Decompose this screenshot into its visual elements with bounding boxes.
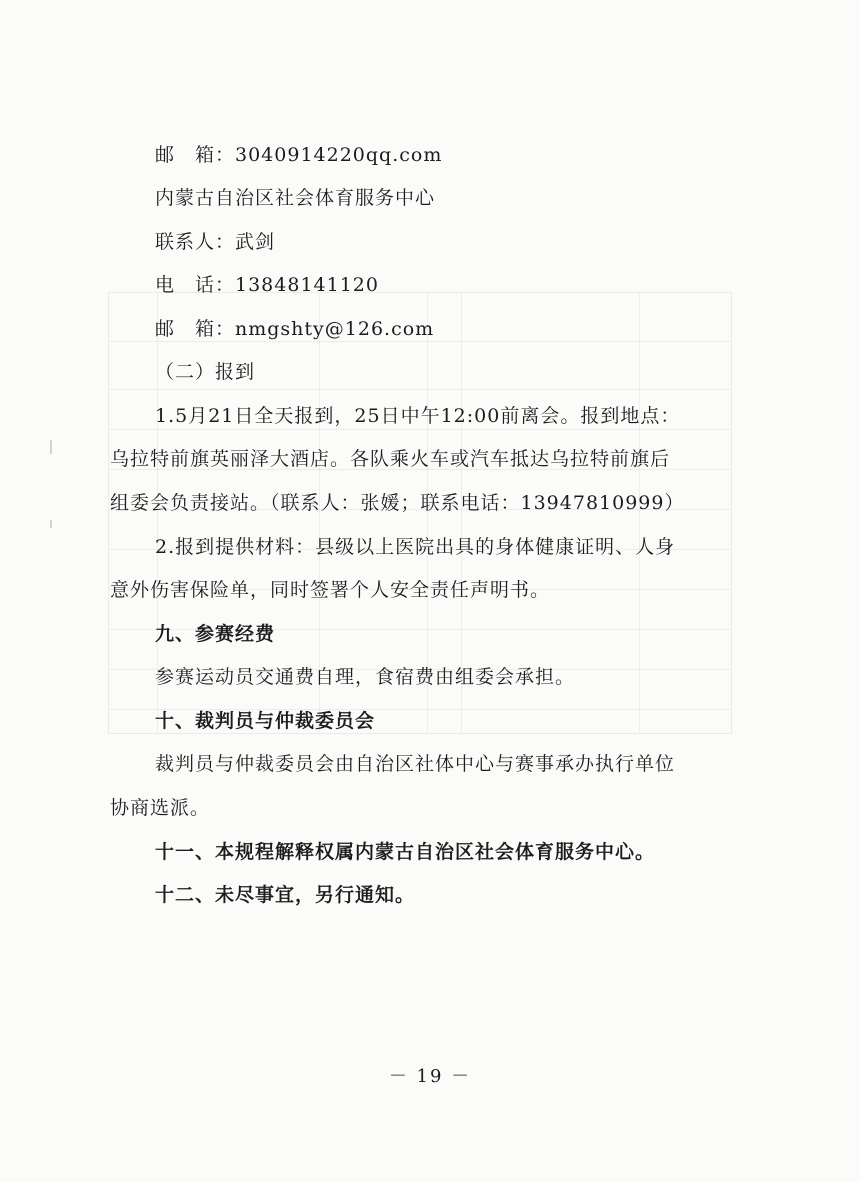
registration-subheading: （二）报到 (155, 361, 256, 383)
email-line-1: 邮 箱：3040914220qq.com (155, 144, 443, 166)
section-heading-fees: 九、参赛经费 (155, 623, 276, 645)
registration-paragraph-1: 1.5月21日全天报到，25日中午12:00前离会。报到地点： (155, 405, 681, 427)
registration-paragraph-3: 组委会负责接站。（联系人：张媛；联系电话：13947810999） (110, 492, 685, 514)
email-line-2: 邮 箱：nmgshty@126.com (155, 318, 435, 340)
fees-paragraph: 参赛运动员交通费自理，食宿费由组委会承担。 (155, 666, 576, 688)
section-heading-referees: 十、裁判员与仲裁委员会 (155, 710, 376, 732)
registration-paragraph-2: 乌拉特前旗英丽泽大酒店。各队乘火车或汽车抵达乌拉特前旗后 (110, 448, 671, 470)
scan-mark (50, 440, 52, 454)
organization-line: 内蒙古自治区社会体育服务中心 (155, 187, 436, 209)
contact-person-line: 联系人：武剑 (155, 231, 276, 253)
scan-mark (50, 520, 52, 528)
section-heading-other-matters: 十二、未尽事宜，另行通知。 (155, 884, 416, 906)
section-heading-interpretation: 十一、本规程解释权属内蒙古自治区社会体育服务中心。 (155, 841, 656, 863)
materials-paragraph-2: 意外伤害保险单，同时签署个人安全责任声明书。 (110, 579, 551, 601)
referees-paragraph-2: 协商选派。 (110, 797, 211, 819)
referees-paragraph-1: 裁判员与仲裁委员会由自治区社体中心与赛事承办执行单位 (155, 753, 676, 775)
materials-paragraph-1: 2.报到提供材料：县级以上医院出具的身体健康证明、人身 (155, 536, 676, 558)
phone-line: 电 话：13848141120 (155, 274, 379, 296)
page-number: － 19 － (388, 1066, 472, 1087)
